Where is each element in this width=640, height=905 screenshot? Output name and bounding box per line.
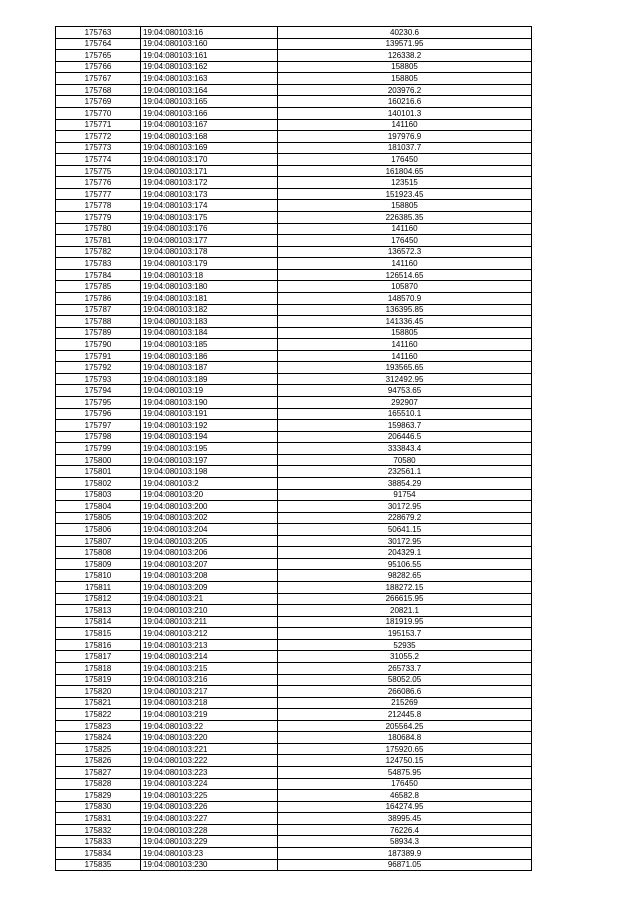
table-row [56, 709, 532, 721]
row-number-cell: 175826 [56, 755, 141, 767]
table-row [56, 651, 532, 663]
row-number-cell: 175775 [56, 165, 141, 177]
row-number-cell: 175818 [56, 662, 141, 674]
row-number-cell: 175834 [56, 847, 141, 859]
cadastral-number-cell: 19:04:080103:206 [141, 547, 278, 559]
table-row [56, 570, 532, 582]
table-row [56, 212, 532, 224]
value-cell: 139571.95 [278, 38, 532, 50]
row-number-cell: 175833 [56, 836, 141, 848]
row-number-cell: 175828 [56, 778, 141, 790]
cadastral-number-cell: 19:04:080103:166 [141, 107, 278, 119]
row-number-cell: 175795 [56, 397, 141, 409]
table-row [56, 73, 532, 85]
cadastral-number-cell: 19:04:080103:180 [141, 281, 278, 293]
cadastral-number-cell: 19:04:080103:229 [141, 836, 278, 848]
value-cell: 164274.95 [278, 801, 532, 813]
value-cell: 94753.65 [278, 385, 532, 397]
row-number-cell: 175805 [56, 512, 141, 524]
row-number-cell: 175774 [56, 154, 141, 166]
row-number-cell: 175819 [56, 674, 141, 686]
value-cell: 203976.2 [278, 84, 532, 96]
table-row [56, 466, 532, 478]
row-number-cell: 175766 [56, 61, 141, 73]
row-number-cell: 175827 [56, 767, 141, 779]
row-number-cell: 175831 [56, 813, 141, 825]
row-number-cell: 175765 [56, 50, 141, 62]
table-row [56, 258, 532, 270]
value-cell: 98282.65 [278, 570, 532, 582]
value-cell: 165510.1 [278, 408, 532, 420]
value-cell: 30172.95 [278, 535, 532, 547]
table-row [56, 582, 532, 594]
row-number-cell: 175813 [56, 605, 141, 617]
value-cell: 333843.4 [278, 443, 532, 455]
table-row [56, 362, 532, 374]
row-number-cell: 175782 [56, 246, 141, 258]
cadastral-number-cell: 19:04:080103:16 [141, 27, 278, 39]
cadastral-number-cell: 19:04:080103:181 [141, 292, 278, 304]
row-number-cell: 175810 [56, 570, 141, 582]
row-number-cell: 175787 [56, 304, 141, 316]
table-row [56, 385, 532, 397]
cadastral-number-cell: 19:04:080103:202 [141, 512, 278, 524]
table-row [56, 790, 532, 802]
cadastral-number-cell: 19:04:080103:213 [141, 639, 278, 651]
row-number-cell: 175770 [56, 107, 141, 119]
cadastral-number-cell: 19:04:080103:23 [141, 847, 278, 859]
table-row [56, 107, 532, 119]
table-row [56, 165, 532, 177]
table-row [56, 836, 532, 848]
cadastral-number-cell: 19:04:080103:186 [141, 350, 278, 362]
row-number-cell: 175798 [56, 431, 141, 443]
table-row [56, 177, 532, 189]
cadastral-number-cell: 19:04:080103:177 [141, 235, 278, 247]
cadastral-number-cell: 19:04:080103:189 [141, 373, 278, 385]
cadastral-number-cell: 19:04:080103:2 [141, 477, 278, 489]
row-number-cell: 175783 [56, 258, 141, 270]
cadastral-number-cell: 19:04:080103:21 [141, 593, 278, 605]
table-row [56, 200, 532, 212]
cadastral-number-cell: 19:04:080103:216 [141, 674, 278, 686]
table-row [56, 235, 532, 247]
cadastral-number-cell: 19:04:080103:209 [141, 582, 278, 594]
value-cell: 159863.7 [278, 420, 532, 432]
cadastral-number-cell: 19:04:080103:219 [141, 709, 278, 721]
table-row [56, 778, 532, 790]
cadastral-number-cell: 19:04:080103:222 [141, 755, 278, 767]
row-number-cell: 175803 [56, 489, 141, 501]
value-cell: 136395.85 [278, 304, 532, 316]
row-number-cell: 175799 [56, 443, 141, 455]
row-number-cell: 175808 [56, 547, 141, 559]
cadastral-number-cell: 19:04:080103:218 [141, 697, 278, 709]
value-cell: 124750.15 [278, 755, 532, 767]
value-cell: 54875.95 [278, 767, 532, 779]
row-number-cell: 175814 [56, 616, 141, 628]
value-cell: 123515 [278, 177, 532, 189]
table-row [56, 767, 532, 779]
table-row [56, 327, 532, 339]
value-cell: 158805 [278, 327, 532, 339]
row-number-cell: 175771 [56, 119, 141, 131]
table-row [56, 154, 532, 166]
value-cell: 52935 [278, 639, 532, 651]
value-cell: 158805 [278, 61, 532, 73]
cadastral-number-cell: 19:04:080103:160 [141, 38, 278, 50]
value-cell: 187389.9 [278, 847, 532, 859]
cadastral-number-cell: 19:04:080103:214 [141, 651, 278, 663]
row-number-cell: 175801 [56, 466, 141, 478]
table-row [56, 339, 532, 351]
table-row [56, 847, 532, 859]
table-row [56, 824, 532, 836]
cadastral-number-cell: 19:04:080103:207 [141, 558, 278, 570]
table-row [56, 662, 532, 674]
value-cell: 141160 [278, 119, 532, 131]
row-number-cell: 175825 [56, 743, 141, 755]
row-number-cell: 175832 [56, 824, 141, 836]
cadastral-number-cell: 19:04:080103:169 [141, 142, 278, 154]
cadastral-number-cell: 19:04:080103:215 [141, 662, 278, 674]
value-cell: 126338.2 [278, 50, 532, 62]
table-row [56, 628, 532, 640]
row-number-cell: 175789 [56, 327, 141, 339]
value-cell: 212445.8 [278, 709, 532, 721]
value-cell: 58052.05 [278, 674, 532, 686]
row-number-cell: 175773 [56, 142, 141, 154]
cadastral-number-cell: 19:04:080103:223 [141, 767, 278, 779]
row-number-cell: 175811 [56, 582, 141, 594]
row-number-cell: 175806 [56, 524, 141, 536]
table-row [56, 674, 532, 686]
value-cell: 76226.4 [278, 824, 532, 836]
table-row [56, 813, 532, 825]
cadastral-number-cell: 19:04:080103:162 [141, 61, 278, 73]
value-cell: 161804.65 [278, 165, 532, 177]
value-cell: 38995.45 [278, 813, 532, 825]
value-cell: 96871.05 [278, 859, 532, 871]
cadastral-number-cell: 19:04:080103:204 [141, 524, 278, 536]
row-number-cell: 175776 [56, 177, 141, 189]
row-number-cell: 175791 [56, 350, 141, 362]
table-row [56, 743, 532, 755]
value-cell: 141160 [278, 258, 532, 270]
cadastral-number-cell: 19:04:080103:211 [141, 616, 278, 628]
value-cell: 151923.45 [278, 188, 532, 200]
cadastral-number-cell: 19:04:080103:185 [141, 339, 278, 351]
value-cell: 292907 [278, 397, 532, 409]
value-cell: 193565.65 [278, 362, 532, 374]
cadastral-number-cell: 19:04:080103:165 [141, 96, 278, 108]
value-cell: 181919.95 [278, 616, 532, 628]
value-cell: 91754 [278, 489, 532, 501]
row-number-cell: 175812 [56, 593, 141, 605]
value-cell: 232561.1 [278, 466, 532, 478]
value-cell: 266615.95 [278, 593, 532, 605]
cadastral-number-cell: 19:04:080103:174 [141, 200, 278, 212]
table-row [56, 489, 532, 501]
cadastral-number-cell: 19:04:080103:230 [141, 859, 278, 871]
row-number-cell: 175824 [56, 732, 141, 744]
table-row [56, 431, 532, 443]
value-cell: 70580 [278, 454, 532, 466]
table-row [56, 246, 532, 258]
value-cell: 226385.35 [278, 212, 532, 224]
value-cell: 215269 [278, 697, 532, 709]
table-row [56, 84, 532, 96]
table-row [56, 373, 532, 385]
table-row [56, 50, 532, 62]
value-cell: 58934.3 [278, 836, 532, 848]
value-cell: 180684.8 [278, 732, 532, 744]
value-cell: 40230.6 [278, 27, 532, 39]
value-cell: 141160 [278, 223, 532, 235]
value-cell: 312492.95 [278, 373, 532, 385]
cadastral-number-cell: 19:04:080103:194 [141, 431, 278, 443]
table-row [56, 96, 532, 108]
row-number-cell: 175780 [56, 223, 141, 235]
cadastral-number-cell: 19:04:080103:191 [141, 408, 278, 420]
row-number-cell: 175815 [56, 628, 141, 640]
cadastral-number-cell: 19:04:080103:228 [141, 824, 278, 836]
row-number-cell: 175793 [56, 373, 141, 385]
row-number-cell: 175767 [56, 73, 141, 85]
cadastral-number-cell: 19:04:080103:183 [141, 316, 278, 328]
table-row [56, 558, 532, 570]
table-row [56, 131, 532, 143]
cadastral-number-cell: 19:04:080103:198 [141, 466, 278, 478]
table-row [56, 535, 532, 547]
value-cell: 46582.8 [278, 790, 532, 802]
value-cell: 140101.3 [278, 107, 532, 119]
cadastral-number-cell: 19:04:080103:163 [141, 73, 278, 85]
cadastral-number-cell: 19:04:080103:179 [141, 258, 278, 270]
cadastral-number-cell: 19:04:080103:197 [141, 454, 278, 466]
value-cell: 195153.7 [278, 628, 532, 640]
cadastral-number-cell: 19:04:080103:205 [141, 535, 278, 547]
row-number-cell: 175821 [56, 697, 141, 709]
value-cell: 31055.2 [278, 651, 532, 663]
table-row [56, 269, 532, 281]
value-cell: 160216.6 [278, 96, 532, 108]
row-number-cell: 175788 [56, 316, 141, 328]
value-cell: 176450 [278, 154, 532, 166]
value-cell: 176450 [278, 235, 532, 247]
value-cell: 265733.7 [278, 662, 532, 674]
cadastral-number-cell: 19:04:080103:184 [141, 327, 278, 339]
table-row [56, 292, 532, 304]
value-cell: 175920.65 [278, 743, 532, 755]
cadastral-number-cell: 19:04:080103:212 [141, 628, 278, 640]
row-number-cell: 175823 [56, 720, 141, 732]
row-number-cell: 175830 [56, 801, 141, 813]
cadastral-number-cell: 19:04:080103:190 [141, 397, 278, 409]
table-row [56, 119, 532, 131]
table-row [56, 697, 532, 709]
value-cell: 197976.9 [278, 131, 532, 143]
value-cell: 141160 [278, 350, 532, 362]
table-row [56, 397, 532, 409]
cadastral-number-cell: 19:04:080103:220 [141, 732, 278, 744]
cadastral-number-cell: 19:04:080103:164 [141, 84, 278, 96]
cadastral-number-cell: 19:04:080103:173 [141, 188, 278, 200]
value-cell: 148570.9 [278, 292, 532, 304]
row-number-cell: 175807 [56, 535, 141, 547]
table-row [56, 27, 532, 39]
row-number-cell: 175835 [56, 859, 141, 871]
cadastral-number-cell: 19:04:080103:182 [141, 304, 278, 316]
value-cell: 181037.7 [278, 142, 532, 154]
cadastral-number-cell: 19:04:080103:161 [141, 50, 278, 62]
row-number-cell: 175772 [56, 131, 141, 143]
row-number-cell: 175778 [56, 200, 141, 212]
row-number-cell: 175768 [56, 84, 141, 96]
table-row [56, 304, 532, 316]
row-number-cell: 175790 [56, 339, 141, 351]
table-row [56, 593, 532, 605]
cadastral-number-cell: 19:04:080103:192 [141, 420, 278, 432]
cadastral-number-cell: 19:04:080103:221 [141, 743, 278, 755]
row-number-cell: 175779 [56, 212, 141, 224]
cadastral-number-cell: 19:04:080103:224 [141, 778, 278, 790]
table-row [56, 316, 532, 328]
row-number-cell: 175800 [56, 454, 141, 466]
row-number-cell: 175781 [56, 235, 141, 247]
cadastral-number-cell: 19:04:080103:227 [141, 813, 278, 825]
table-row [56, 616, 532, 628]
row-number-cell: 175816 [56, 639, 141, 651]
value-cell: 136572.3 [278, 246, 532, 258]
value-cell: 205564.25 [278, 720, 532, 732]
cadastral-number-cell: 19:04:080103:171 [141, 165, 278, 177]
row-number-cell: 175829 [56, 790, 141, 802]
table-row [56, 408, 532, 420]
row-number-cell: 175817 [56, 651, 141, 663]
value-cell: 20821.1 [278, 605, 532, 617]
table-row [56, 420, 532, 432]
value-cell: 141160 [278, 339, 532, 351]
value-cell: 266086.6 [278, 686, 532, 698]
row-number-cell: 175777 [56, 188, 141, 200]
value-cell: 126514.65 [278, 269, 532, 281]
cadastral-number-cell: 19:04:080103:225 [141, 790, 278, 802]
cadastral-number-cell: 19:04:080103:176 [141, 223, 278, 235]
row-number-cell: 175763 [56, 27, 141, 39]
table-row [56, 686, 532, 698]
data-table [55, 26, 532, 871]
table-row [56, 454, 532, 466]
table-row [56, 477, 532, 489]
value-cell: 176450 [278, 778, 532, 790]
row-number-cell: 175786 [56, 292, 141, 304]
row-number-cell: 175802 [56, 477, 141, 489]
table-row [56, 223, 532, 235]
cadastral-number-cell: 19:04:080103:18 [141, 269, 278, 281]
table-row [56, 142, 532, 154]
cadastral-number-cell: 19:04:080103:22 [141, 720, 278, 732]
cadastral-number-cell: 19:04:080103:187 [141, 362, 278, 374]
row-number-cell: 175820 [56, 686, 141, 698]
table-row [56, 501, 532, 513]
cadastral-number-cell: 19:04:080103:170 [141, 154, 278, 166]
cadastral-number-cell: 19:04:080103:226 [141, 801, 278, 813]
table-row [56, 801, 532, 813]
table-row [56, 547, 532, 559]
table-row [56, 61, 532, 73]
table-row [56, 512, 532, 524]
value-cell: 141336.45 [278, 316, 532, 328]
table-row [56, 639, 532, 651]
table-row [56, 38, 532, 50]
row-number-cell: 175822 [56, 709, 141, 721]
value-cell: 228679.2 [278, 512, 532, 524]
table-row [56, 732, 532, 744]
cadastral-number-cell: 19:04:080103:19 [141, 385, 278, 397]
cadastral-number-cell: 19:04:080103:167 [141, 119, 278, 131]
cadastral-number-cell: 19:04:080103:168 [141, 131, 278, 143]
value-cell: 50641.15 [278, 524, 532, 536]
cadastral-number-cell: 19:04:080103:210 [141, 605, 278, 617]
cadastral-number-cell: 19:04:080103:200 [141, 501, 278, 513]
row-number-cell: 175769 [56, 96, 141, 108]
cadastral-number-cell: 19:04:080103:195 [141, 443, 278, 455]
cadastral-number-cell: 19:04:080103:172 [141, 177, 278, 189]
table-row [56, 443, 532, 455]
row-number-cell: 175797 [56, 420, 141, 432]
row-number-cell: 175764 [56, 38, 141, 50]
row-number-cell: 175784 [56, 269, 141, 281]
row-number-cell: 175809 [56, 558, 141, 570]
table-row [56, 350, 532, 362]
table-row [56, 755, 532, 767]
value-cell: 95106.55 [278, 558, 532, 570]
table-row [56, 859, 532, 871]
row-number-cell: 175792 [56, 362, 141, 374]
cadastral-number-cell: 19:04:080103:20 [141, 489, 278, 501]
table-body [56, 27, 532, 871]
cadastral-number-cell: 19:04:080103:208 [141, 570, 278, 582]
value-cell: 204329.1 [278, 547, 532, 559]
value-cell: 158805 [278, 200, 532, 212]
value-cell: 188272.15 [278, 582, 532, 594]
table-row [56, 524, 532, 536]
value-cell: 30172.95 [278, 501, 532, 513]
value-cell: 105870 [278, 281, 532, 293]
table-row [56, 188, 532, 200]
value-cell: 206446.5 [278, 431, 532, 443]
cadastral-number-cell: 19:04:080103:217 [141, 686, 278, 698]
row-number-cell: 175794 [56, 385, 141, 397]
value-cell: 38854.29 [278, 477, 532, 489]
table-row [56, 605, 532, 617]
cadastral-number-cell: 19:04:080103:175 [141, 212, 278, 224]
value-cell: 158805 [278, 73, 532, 85]
row-number-cell: 175796 [56, 408, 141, 420]
row-number-cell: 175804 [56, 501, 141, 513]
row-number-cell: 175785 [56, 281, 141, 293]
table-row [56, 720, 532, 732]
table-row [56, 281, 532, 293]
cadastral-number-cell: 19:04:080103:178 [141, 246, 278, 258]
